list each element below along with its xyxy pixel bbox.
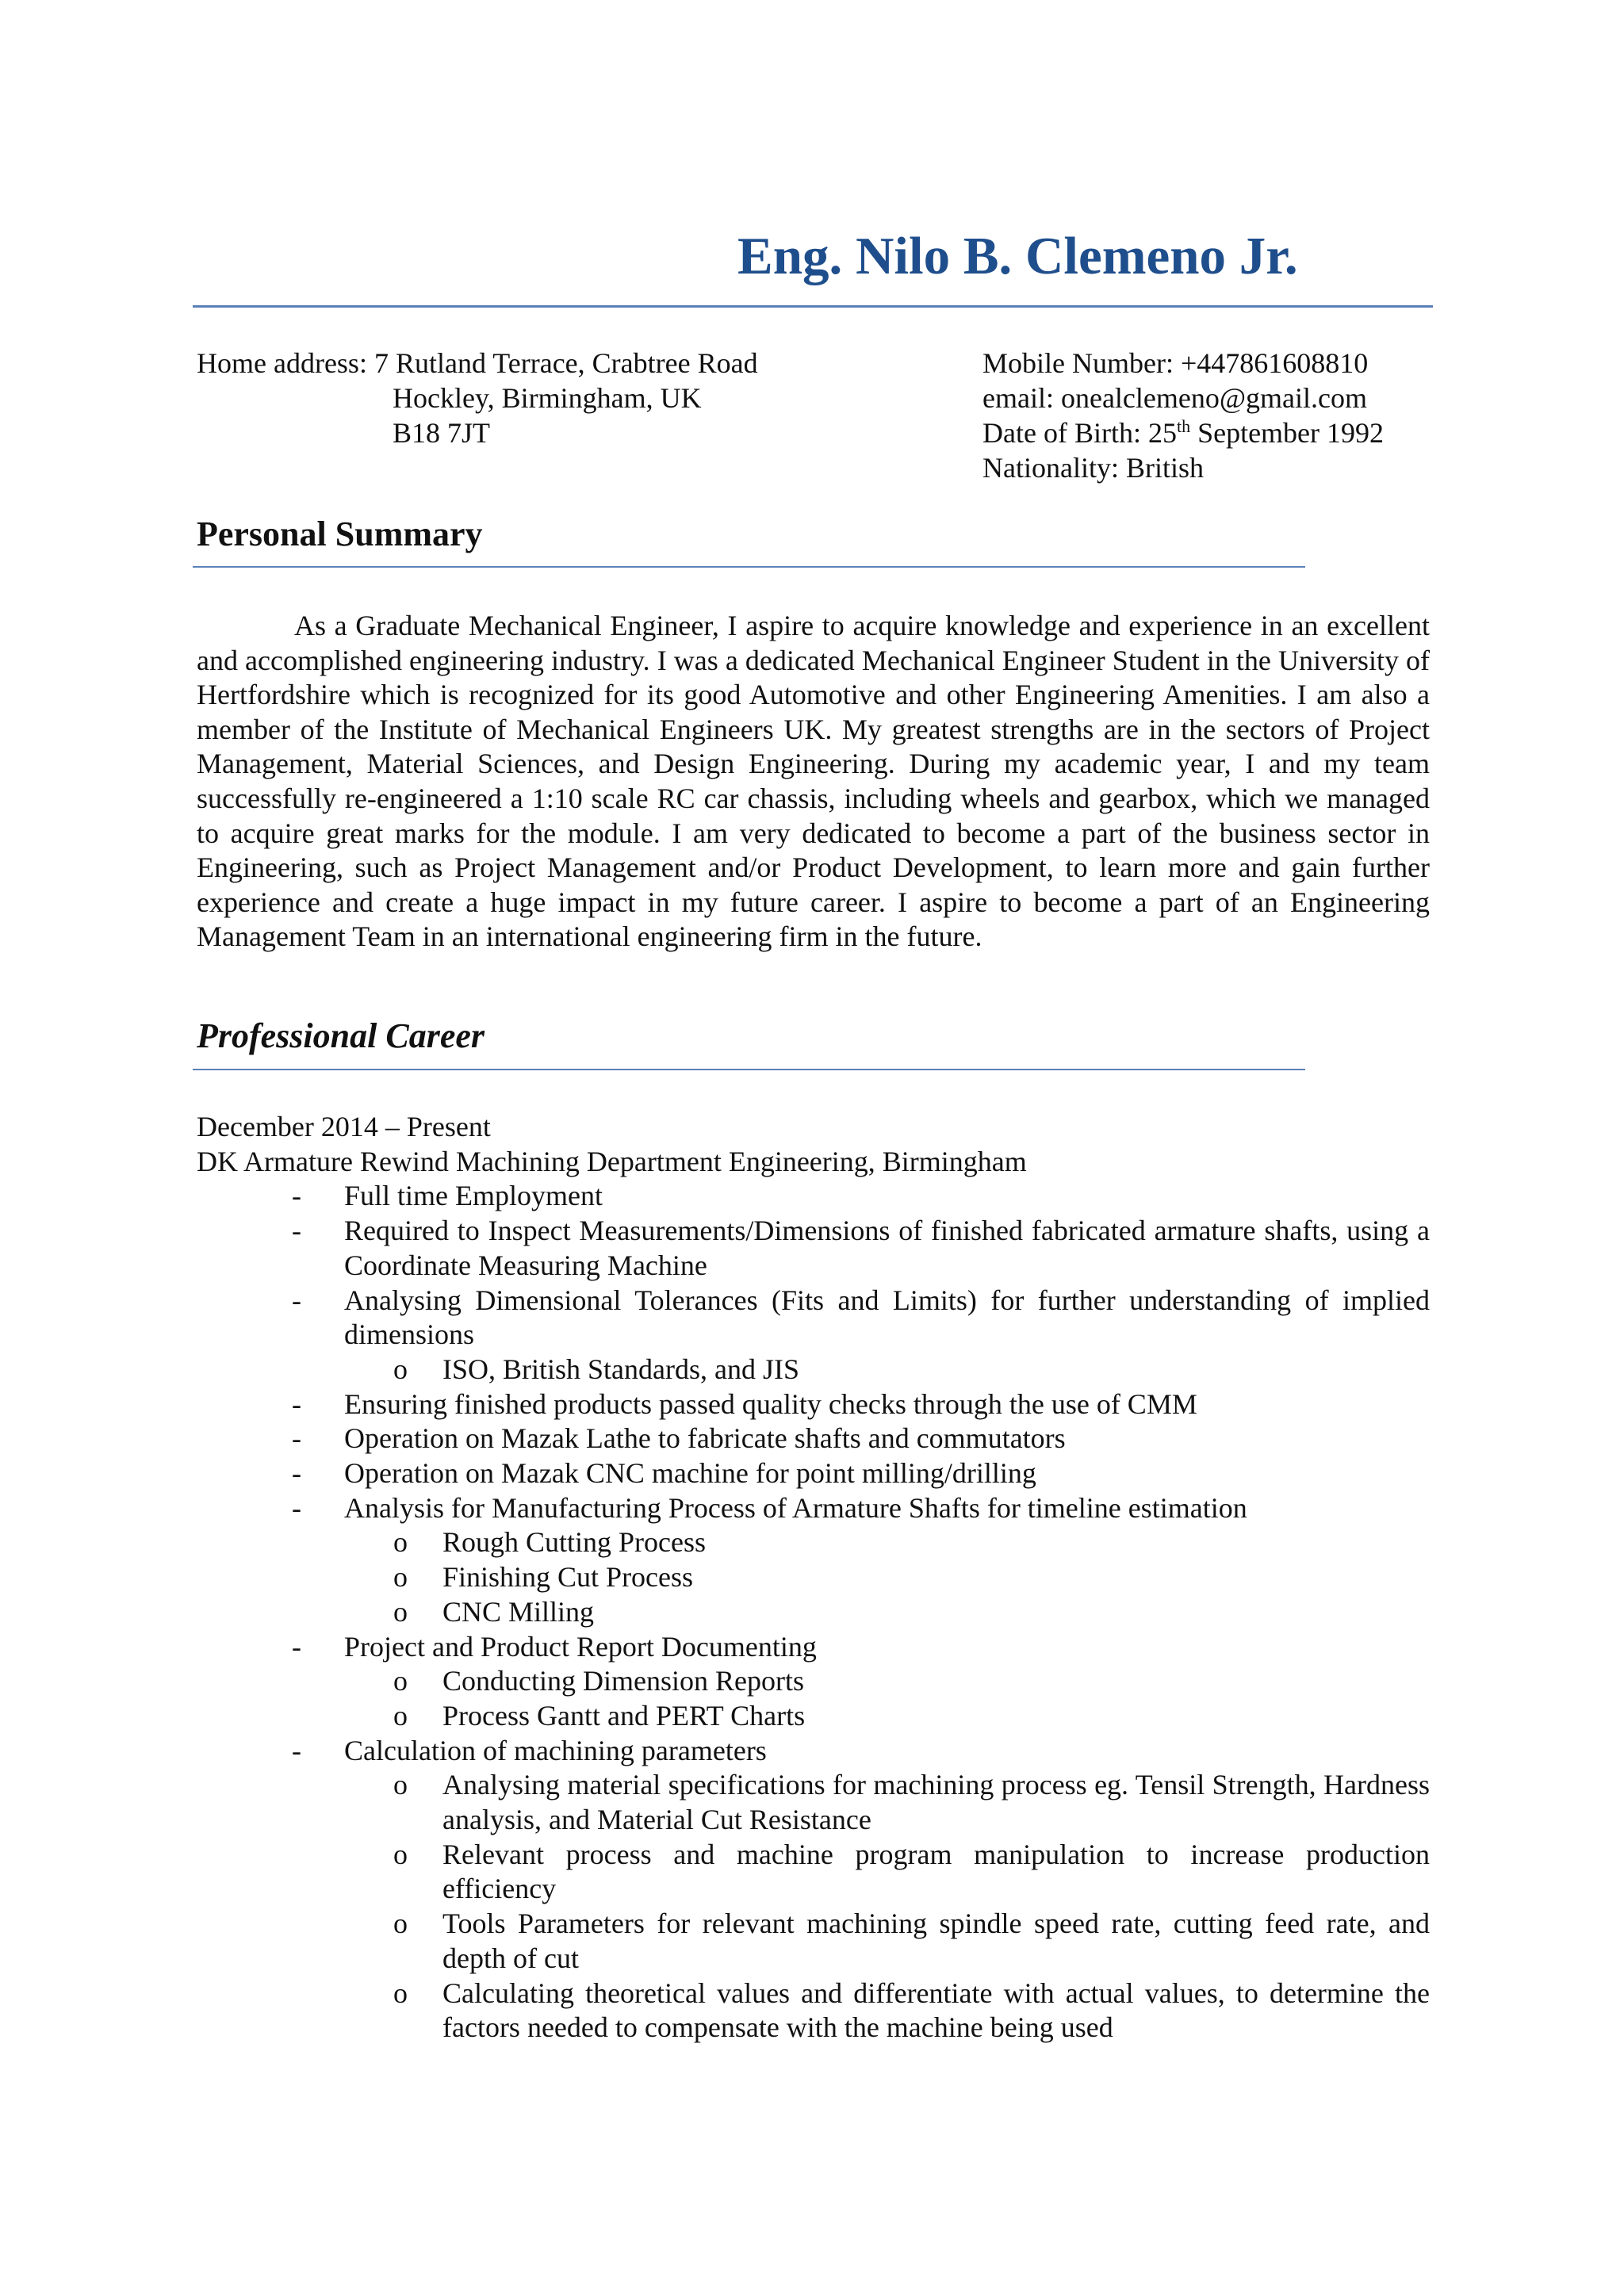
responsibility-subitem <box>197 1595 1430 1630</box>
responsibility-subitem-text: Relevant process and machine program manipulation to increase production efficiency <box>442 1838 1430 1905</box>
responsibility-subitem <box>197 1664 1430 1699</box>
dash-bullet: - <box>292 1457 301 1490</box>
dash-bullet: - <box>292 1215 301 1247</box>
personal-summary-heading: Personal Summary <box>197 515 483 553</box>
circle-bullet: o <box>393 1526 408 1559</box>
responsibility-subitem <box>197 1838 1430 1907</box>
dash-bullet: - <box>292 1180 301 1212</box>
circle-bullet: o <box>393 1769 408 1801</box>
dash-bullet: - <box>292 1387 301 1420</box>
responsibility-item-text: Analysing Dimensional Tolerances (Fits and Limits) for further understanding of implied dimensions <box>344 1284 1430 1351</box>
candidate-name: Eng. Nilo B. Clemeno Jr. <box>737 227 1298 285</box>
circle-bullet: o <box>393 1353 408 1385</box>
responsibility-subitem <box>197 1768 1430 1837</box>
responsibility-item <box>197 1491 1430 1526</box>
responsibility-subitem-text: Finishing Cut Process <box>442 1561 694 1594</box>
responsibility-item <box>197 1630 1430 1665</box>
circle-bullet: o <box>393 1976 408 2009</box>
address-line-3: B18 7JT <box>393 417 491 449</box>
dob-suffix: September 1992 <box>1190 417 1385 449</box>
dash-bullet: - <box>292 1734 301 1766</box>
dob-prefix: Date of Birth: 25 <box>982 417 1177 449</box>
responsibility-subitem-text: ISO, British Standards, and JIS <box>442 1353 799 1385</box>
responsibility-item <box>197 1422 1430 1456</box>
address-line-1: Home address: 7 Rutland Terrace, Crabtree Road <box>197 347 758 379</box>
dob-ordinal: th <box>1176 416 1191 436</box>
header-divider <box>193 305 1433 308</box>
professional-career-heading: Professional Career <box>197 1016 485 1055</box>
circle-bullet: o <box>393 1838 408 1870</box>
circle-bullet: o <box>393 1595 408 1628</box>
responsibility-subitem <box>197 1976 1430 2045</box>
dash-bullet: - <box>292 1491 301 1524</box>
contact-details <box>982 346 1384 485</box>
responsibility-subitem <box>197 1699 1430 1734</box>
responsibility-item <box>197 1387 1430 1422</box>
responsibility-subitem <box>197 1560 1430 1595</box>
circle-bullet: o <box>393 1908 408 1940</box>
circle-bullet: o <box>393 1665 408 1697</box>
circle-bullet: o <box>393 1699 408 1732</box>
circle-bullet: o <box>393 1561 408 1594</box>
responsibility-subitem-text: Conducting Dimension Reports <box>442 1665 804 1697</box>
employment-period: December 2014 – Present <box>197 1111 491 1142</box>
personal-summary-divider <box>193 566 1305 568</box>
career-entry <box>197 1110 1430 2045</box>
nationality: Nationality: British <box>982 452 1204 484</box>
responsibility-item <box>197 1734 1430 1769</box>
responsibility-subitem-text: CNC Milling <box>442 1595 595 1628</box>
responsibility-item-text: Analysis for Manufacturing Process of Armature Shafts for timeline estimation <box>344 1491 1247 1524</box>
responsibility-subitem-text: Calculating theoretical values and differentiate with actual values, to determine the factors needed to compensate with the machine being used <box>442 1976 1430 2044</box>
employer-name: DK Armature Rewind Machining Department Engineering, Birmingham <box>197 1145 1027 1177</box>
responsibility-item <box>197 1179 1430 1214</box>
email-address: email: onealclemeno@gmail.com <box>982 382 1367 414</box>
responsibility-item-text: Operation on Mazak Lathe to fabricate shafts and commutators <box>344 1422 1066 1455</box>
responsibility-subitem-text: Analysing material specifications for machining process eg. Tensil Strength, Hardness analysis, and Material Cut Resistance <box>442 1769 1430 1836</box>
responsibility-subitem <box>197 1525 1430 1560</box>
personal-summary-text: As a Graduate Mechanical Engineer, I aspire to acquire knowledge and experience in an excellent and accomplished engineering industry. I was a dedicated Mechanical Engineer Student in the University of Hertfordshire which is recognized for its good Automotive and other Engineering Amenities. I am also a member of the Institute of Mechanical Engineers UK. My greatest strengths are in the sectors of Project Management, Material Sciences, and Design Engineering. During my academic year, I and my team successfully re-engineered a 1:10 scale RC car chassis, including wheels and gearbox, which we managed to acquire great marks for the module. I am very dedicated to become a part of the business sector in Engineering, such as Project Management and/or Product Development, to learn more and gain further experience and create a huge impact in my future career. I aspire to become a part of an Engineering Management Team in an international engineering firm in the future. <box>197 610 1430 953</box>
professional-career-divider <box>193 1069 1305 1070</box>
responsibility-subitem-text: Process Gantt and PERT Charts <box>442 1699 806 1732</box>
responsibility-item <box>197 1214 1430 1283</box>
responsibility-item-text: Operation on Mazak CNC machine for point milling/drilling <box>344 1457 1036 1490</box>
mobile-number: Mobile Number: +447861608810 <box>982 347 1369 379</box>
responsibility-subitem-text: Rough Cutting Process <box>442 1526 707 1559</box>
responsibility-item <box>197 1284 1430 1353</box>
dash-bullet: - <box>292 1422 301 1455</box>
responsibility-item-text: Required to Inspect Measurements/Dimensions of finished fabricated armature shafts, using a Coordinate Measuring Machine <box>344 1215 1430 1281</box>
responsibility-item-text: Ensuring finished products passed quality checks through the use of CMM <box>344 1387 1197 1420</box>
responsibilities-list <box>197 1179 1430 2045</box>
dash-bullet: - <box>292 1630 301 1663</box>
responsibility-subitem <box>197 1353 1430 1387</box>
responsibility-subitem <box>197 1907 1430 1976</box>
responsibility-item <box>197 1456 1430 1491</box>
responsibility-item-text: Calculation of machining parameters <box>344 1734 767 1766</box>
address-line-2: Hockley, Birmingham, UK <box>393 382 702 414</box>
responsibility-item-text: Full time Employment <box>344 1180 603 1212</box>
date-of-birth <box>982 415 1384 450</box>
responsibility-item-text: Project and Product Report Documenting <box>344 1630 817 1663</box>
home-address <box>197 346 758 450</box>
dash-bullet: - <box>292 1284 301 1316</box>
responsibility-subitem-text: Tools Parameters for relevant machining spindle speed rate, cutting feed rate, and depth of cut <box>442 1908 1430 1974</box>
